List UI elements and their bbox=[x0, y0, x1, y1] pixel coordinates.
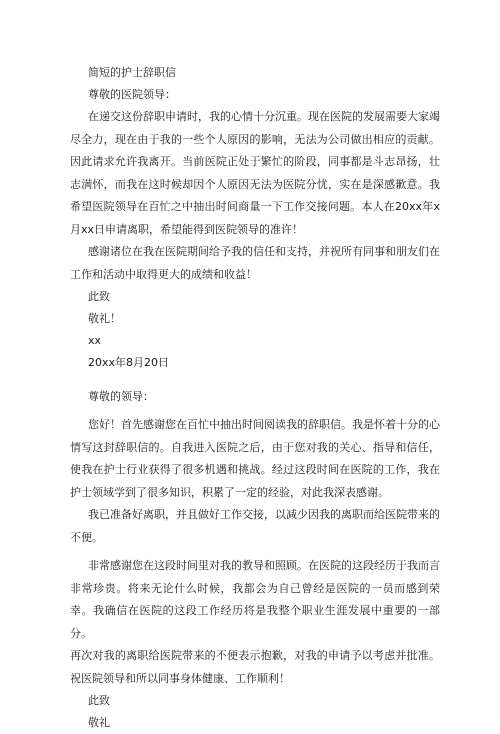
salutation: 尊敬的领导： bbox=[88, 390, 154, 403]
salutation: 尊敬的医院领导： bbox=[88, 88, 176, 101]
closing-line: 此致 bbox=[88, 290, 110, 303]
paragraph: 我已准备好离职，并且做好工作交接，以减少因我的离职而给医院带来的不便。 bbox=[70, 508, 440, 544]
paragraph: 您好！首先感谢您在百忙中抽出时间阅读我的辞职信。我是怀着十分的心情写这封辞职信的。自我进入医院之后，由于您对我的关心、指导和信任，使我在护士行业获得了很多机遇和挑战。经过这段时间在医院的工作，我在护士领域学到了很多知识，积累了一定的经验，对此我深表感谢。 bbox=[70, 418, 440, 499]
paragraph: 感谢诸位在我在医院期间给予我的信任和支持，并祝所有同事和朋友们在工作和活动中取得更大的成绩和收益！ bbox=[70, 245, 440, 281]
closing-line: 此致 bbox=[88, 694, 110, 707]
document-body bbox=[70, 62, 440, 734]
closing-line: 敬礼 bbox=[88, 716, 110, 729]
letter-title: 简短的护士辞职信 bbox=[88, 66, 176, 79]
closing-line: 敬礼！ bbox=[88, 312, 121, 325]
paragraph: 在递交这份辞职申请时，我的心情十分沉重。现在医院的发展需要大家竭尽全力，现在由于我的一些个人原因的影响，无法为公司做出相应的贡献。因此请求允许我离开。当前医院正处于繁忙的阶段，同事都是斗志昂扬，壮志满怀，而我在这时候却因个人原因无法为医院分忧，实在是深感歉意。我希望医院领导在百忙之中抽出时间商量一下工作交接问题。本人在20xx年x月xx日申请离职，希望能得到医院领导的准许！ bbox=[70, 110, 440, 236]
paragraph: 再次对我的离职给医院带来的不便表示抱歉，对我的申请予以考虑并批准。祝医院领导和所以同事身体健康、工作顺利！ bbox=[70, 649, 440, 685]
paragraph: 非常感谢您在这段时间里对我的教导和照顾。在医院的这段经历于我而言非常珍贵。将来无论什么时候，我都会为自己曾经是医院的一员而感到荣幸。我确信在医院的这段工作经历将是我整个职业生涯发展中重要的一部分。 bbox=[70, 559, 440, 640]
date: 20xx年8月20日 bbox=[88, 356, 170, 369]
signature: xx bbox=[88, 334, 102, 347]
